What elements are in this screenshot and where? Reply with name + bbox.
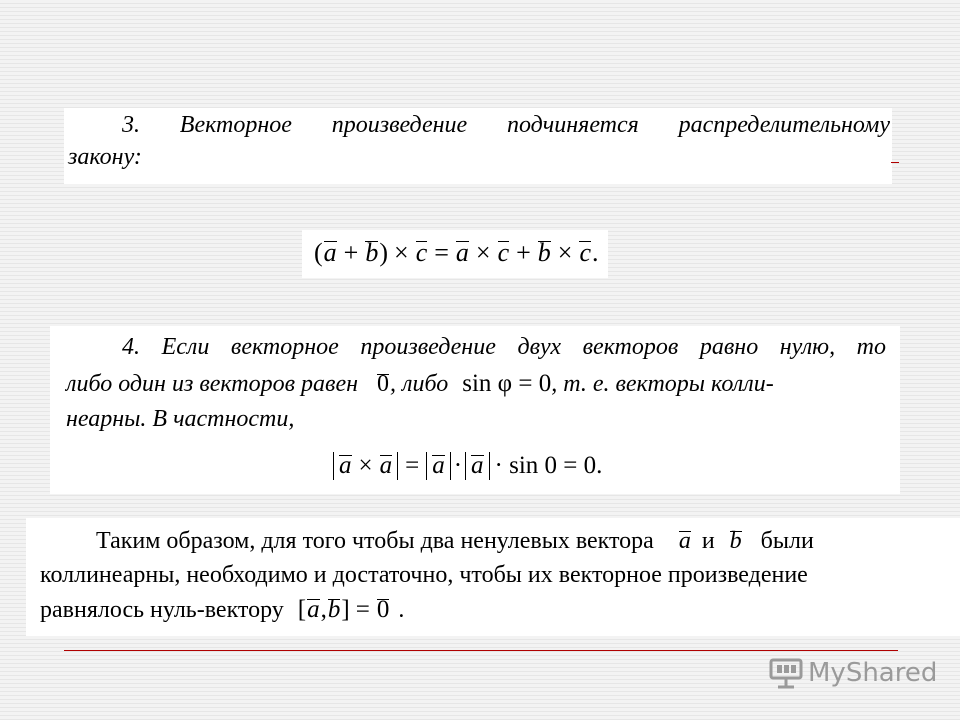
divider-line <box>64 650 898 651</box>
vector-a: a <box>678 528 691 554</box>
item4-line2-text3: , т. е. векторы колли- <box>551 371 774 397</box>
item3-line1: 3. Векторное произведение подчиняется распределительному <box>122 112 890 138</box>
logo-brand: MyShared <box>808 658 938 688</box>
conclusion-line2: коллинеарны, необходимо и достаточно, чтобы их векторное произведение <box>40 562 808 588</box>
item4-line2-text1: либо один из векторов равен <box>66 371 359 397</box>
item4-line2-text2: , либо <box>390 371 449 397</box>
vector-b: b <box>729 528 742 554</box>
presentation-icon <box>768 656 804 690</box>
item3-line2: закону: <box>68 144 142 170</box>
item4-line2 <box>66 370 774 398</box>
cross-product-bracket: [a,b] = 0 <box>297 596 390 623</box>
zero-vector: 0 <box>377 371 390 397</box>
sin-formula: sin φ = 0 <box>462 370 552 397</box>
red-mark <box>891 162 899 163</box>
item4-formula: a × a = a · a · sin 0 = 0. <box>332 452 602 480</box>
conclusion-line3: равнялось нуль-вектору [a,b] = 0 . <box>40 596 405 623</box>
distributive-formula: (a + b) × c = a × c + b × c. <box>302 230 608 278</box>
item4-line1: 4. Если векторное произведение двух векторов равно нулю, то <box>122 334 886 360</box>
item4-line3: неарны. В частности, <box>66 406 295 432</box>
conclusion-line1: Таким образом, для того чтобы два ненулевых вектора a и b были <box>96 528 814 554</box>
myshared-logo <box>768 656 937 690</box>
